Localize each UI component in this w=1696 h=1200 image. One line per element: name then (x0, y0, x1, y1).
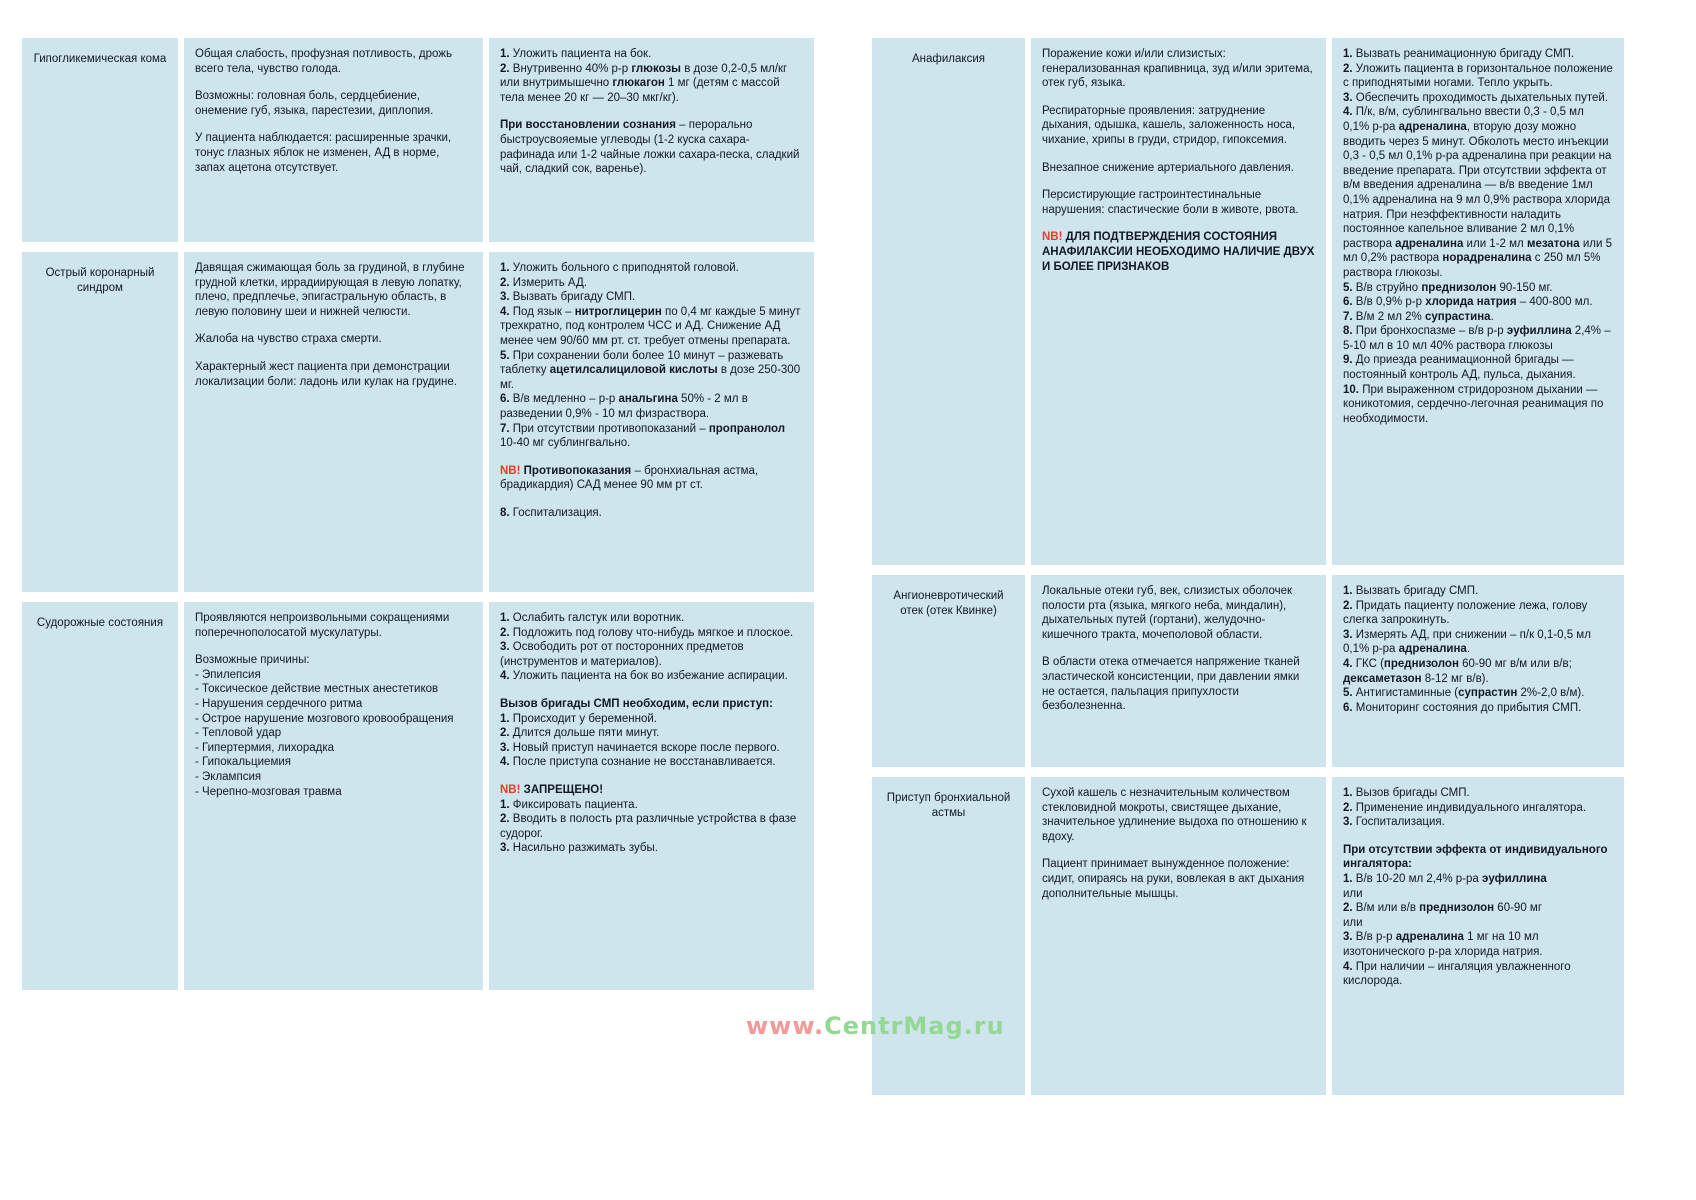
text-run: – 400-800 мл. (1516, 296, 1593, 309)
text-run: норадреналина (1442, 252, 1532, 265)
text-block (1042, 161, 1315, 176)
text-run: Вызвать реанимационную бригаду СМП. (1352, 48, 1575, 60)
text-run: Подложить под голову что-нибудь мягкое и плоское. (509, 626, 794, 639)
text-run: 4. (500, 670, 510, 683)
text-run: ГКС ( (1352, 657, 1384, 670)
text-block (195, 697, 472, 712)
text-run: 2%-2,0 в/м). (1517, 687, 1585, 700)
text-block (1343, 281, 1613, 296)
text-block (500, 812, 803, 841)
text-run: 5. (1343, 281, 1353, 294)
text-run: - Эпилепсия (195, 668, 261, 681)
text-block (1042, 104, 1315, 148)
text-run: При выраженном стридорозном дыхании — коникотомия, сердечно-легочная реанимация по необходимости. (1343, 383, 1604, 425)
text-run: 2. (1343, 599, 1353, 612)
text-run: дексаметазон (1343, 672, 1422, 685)
text-run: ЗАПРЕЩЕНО! (520, 783, 604, 796)
text-run: При бронхоспазме – в/в р-р (1352, 325, 1507, 338)
text-block (195, 131, 472, 175)
text-run: - Нарушения сердечного ритма (195, 697, 363, 710)
symptoms-cell (184, 252, 483, 592)
text-run: NB! (500, 464, 521, 477)
text-block (1343, 599, 1613, 628)
text-run: преднизолон (1419, 902, 1495, 915)
text-run: Пациент принимает вынужденное положение: сидит, опираясь на руки, вовлекая в акт дыхания дополнительные мышцы. (1042, 858, 1305, 900)
text-run: При сохранении боли более 10 минут – разжевать таблетку (500, 349, 784, 377)
text-block (500, 783, 803, 798)
text-run: Вводить в полость рта различные устройства в фазе судорог. (500, 813, 797, 840)
text-block (1042, 655, 1315, 713)
text-block (1343, 701, 1613, 716)
text-block (1343, 960, 1613, 989)
text-run: Вызов бригады СМП необходим, если приступ: (500, 697, 773, 710)
text-block (500, 741, 803, 756)
text-block (500, 261, 803, 276)
text-run: Жалоба на чувство страха смерти. (195, 333, 382, 346)
text-block (1343, 295, 1613, 310)
text-run: 2. (500, 727, 510, 740)
text-block (195, 668, 472, 683)
emergency-conditions-table-right (872, 38, 1624, 1095)
text-block (1343, 801, 1613, 816)
text-run: 6. (1343, 296, 1353, 309)
text-run: Под язык – (509, 305, 575, 318)
watermark-domain: CentrMag.ru (824, 1012, 1005, 1040)
text-run: 10. (1343, 383, 1359, 396)
text-run: 1. (500, 612, 510, 624)
text-block (500, 118, 803, 176)
condition-cell (22, 602, 178, 990)
text-run: В/в 0,9% р-р (1352, 296, 1426, 309)
text-run: Противопоказания (520, 464, 632, 477)
text-block (500, 841, 803, 856)
text-block (195, 741, 472, 756)
text-block (1343, 91, 1613, 106)
text-run: 7. (500, 422, 510, 435)
text-run: Уложить больного с приподнятой головой. (509, 262, 739, 274)
text-block (1343, 383, 1613, 427)
treatment-cell (1332, 38, 1624, 565)
text-run: Ослабить галстук или воротник. (509, 612, 685, 624)
text-run: Антигистаминные ( (1352, 687, 1459, 700)
text-run: 1. (1343, 872, 1353, 885)
text-run: по 0,4 мг каждые 5 минут трехкратно, под контролем ЧСС и АД. Снижение АД менее чем 90/60 мм рт. ст. требует отмены препарата. (500, 305, 801, 347)
text-run: При отсутствии противопоказаний – (509, 422, 709, 435)
text-block (500, 640, 803, 669)
text-block (195, 89, 472, 118)
text-run: ацетилсалициловой кислоты (549, 364, 718, 377)
text-run: В/в струйно (1352, 281, 1422, 294)
text-block (500, 422, 803, 451)
text-run: 8. (1343, 325, 1353, 338)
text-run: Внезапное снижение артериального давления. (1042, 161, 1294, 174)
text-block (1343, 105, 1613, 280)
text-run: Возможные причины: (195, 654, 310, 667)
text-run: Происходит у беременной. (509, 712, 657, 725)
text-run: 10-40 мг сублингвально. (500, 437, 631, 450)
text-block (195, 332, 472, 347)
symptoms-cell (1031, 38, 1326, 565)
condition-label: Приступ бронхиальной астмы (886, 792, 1011, 819)
text-run: Вызвать бригаду СМП. (1352, 585, 1479, 597)
text-block (500, 669, 803, 684)
text-run: 1 мг на 10 мл изотонического р-ра хлорида натрия. (1343, 931, 1543, 958)
text-run: П/к, в/м, сублингвально ввести 0,3 - 0,5 мл 0,1% р-ра (1343, 106, 1584, 133)
symptoms-cell (1031, 575, 1326, 767)
text-run: супрастина (1424, 310, 1491, 323)
text-run: адреналина (1395, 931, 1464, 944)
text-run: 4. (500, 305, 510, 318)
text-run: В/в 10-20 мл 2,4% р-ра (1352, 872, 1482, 885)
text-block (1343, 686, 1613, 701)
text-run: Внутривенно 40% р-р (509, 62, 632, 75)
text-run: Локальные отеки губ, век, слизистых оболочек полости рта (языка, мягкого неба, миндалин), дыхательных путей (гортани), желудочно-кишечного тракта, мочеполовой области. (1042, 585, 1293, 641)
text-run: Респираторные проявления: затруднение дыхания, одышка, кашель, заложенность носа, чихание, хрипы в груди, стридор, гипоксемия. (1042, 104, 1296, 146)
text-run: В/в медленно – р-р (509, 393, 619, 406)
text-run: NB! (500, 783, 521, 796)
text-run: Общая слабость, профузная потливость, дрожь всего тела, чувство голода. (195, 48, 452, 75)
text-run: - Тепловой удар (195, 727, 282, 740)
text-run: Применение индивидуального ингалятора. (1352, 801, 1587, 814)
text-run: нитроглицерин (574, 305, 662, 318)
text-run: – бронхиальная астма, брадикардия) САД менее 90 мм рт ст. (500, 464, 759, 492)
watermark (746, 1012, 1005, 1040)
text-block (1343, 353, 1613, 382)
condition-cell (22, 38, 178, 242)
text-run: 3. (1343, 816, 1353, 829)
text-run: хлорида натрия (1425, 296, 1517, 309)
text-run: в дозе 0,2-0,5 мл/кг или внутримышечно (500, 62, 788, 90)
text-run: – перорально быстроусвояемые углеводы (1-2 куска сахара-рафинада или 1-2 чайные ложки сахара-песка, сладкий чай, сладкий сок, варенье). (500, 119, 800, 176)
text-run: 2. (1343, 801, 1353, 814)
text-run: . (1466, 643, 1471, 656)
treatment-cell (1332, 575, 1624, 767)
text-run: Госпитализация. (509, 506, 602, 519)
text-run: У пациента наблюдается: расширенные зрачки, тонус глазных яблок не изменен, АД в норме, запах ацетона отсутствует. (195, 132, 452, 174)
text-run: До приезда реанимационной бригады — постоянный контроль АД, пульса, дыхания. (1343, 354, 1576, 382)
text-run: После приступа сознание не восстанавливается. (509, 756, 776, 769)
text-block (500, 62, 803, 106)
text-run: Придать пациенту положение лежа, голову слегка запрокинуть. (1343, 599, 1588, 627)
text-run: преднизолон (1383, 657, 1459, 670)
text-block (1042, 857, 1315, 901)
text-run: NB! (1042, 231, 1063, 244)
text-block (1343, 930, 1613, 959)
text-block (500, 712, 803, 727)
text-run: пропранолол (708, 422, 786, 435)
text-run: 4. (1343, 960, 1353, 973)
text-run: 3. (1343, 628, 1353, 641)
text-block (195, 712, 472, 727)
text-block (500, 726, 803, 741)
text-block (195, 611, 472, 640)
text-run: Вызов бригады СМП. (1352, 787, 1470, 799)
text-run: Сухой кашель с незначительным количеством стекловидной мокроты, свистящее дыхание, значительное удлинение выдоха по отношению к вдоху. (1042, 787, 1307, 843)
text-run: 2. (1343, 902, 1353, 915)
text-block (500, 47, 803, 62)
text-block (195, 755, 472, 770)
text-run: 5. (1343, 687, 1353, 700)
text-run: 3. (500, 741, 510, 754)
symptoms-cell (184, 38, 483, 242)
text-run: 3. (1343, 91, 1353, 104)
condition-label: Анафилаксия (912, 53, 985, 65)
text-block (1042, 786, 1315, 844)
text-run: В/в р-р (1352, 931, 1396, 944)
text-run: Давящая сжимающая боль за грудиной, в глубине грудной клетки, иррадиирующая в левую лопатку, плечо, предплечье, эпигастральную область, в левую половину шеи и нижней челюсти. (195, 262, 465, 318)
text-run: 3. (500, 641, 510, 654)
text-run: Вызвать бригаду СМП. (509, 291, 636, 304)
text-run: Уложить пациента на бок. (509, 48, 652, 60)
text-block (1343, 815, 1613, 830)
text-run: адреналина (1398, 120, 1467, 133)
text-block (500, 611, 803, 626)
condition-cell (872, 38, 1025, 565)
text-run: 4. (500, 756, 510, 769)
text-block (195, 770, 472, 785)
text-run: глюкагон (612, 77, 665, 90)
text-run: 1. (1343, 585, 1353, 597)
text-run: 2. (500, 813, 510, 826)
text-run: 6. (1343, 701, 1353, 714)
text-run: 9. (1343, 354, 1353, 367)
text-run: 8. (500, 506, 510, 519)
text-block (1042, 47, 1315, 91)
text-run: анальгина (618, 393, 678, 406)
condition-label: Судорожные состояния (36, 617, 164, 629)
text-run: Уложить пациента в горизонтальное положение с приподнятыми ногами. Тепло укрыть. (1343, 62, 1613, 90)
text-block (195, 47, 472, 76)
text-block (500, 305, 803, 349)
text-run: Длится дольше пяти минут. (509, 727, 660, 740)
text-run: или 5 мл 0,2% раствора (1343, 237, 1612, 265)
text-run: 60-90 мг (1494, 902, 1543, 915)
text-run: 60-90 мг в/м или в/в; (1458, 657, 1572, 670)
text-run: ДЛЯ ПОДТВЕРЖДЕНИЯ СОСТОЯНИЯ АНАФИЛАКСИИ НЕОБХОДИМО НАЛИЧИЕ ДВУХ И БОЛЕЕ ПРИЗНАКОВ (1042, 231, 1315, 273)
text-run: Поражение кожи и/или слизистых: генерализованная крапивница, зуд и/или эритема, отек губ, языка. (1042, 48, 1313, 90)
text-run: 2. (1343, 62, 1353, 75)
text-block (500, 697, 803, 712)
text-run: с 250 мл 5% раствора глюкозы. (1343, 252, 1601, 279)
text-run: эуфиллина (1506, 325, 1572, 338)
text-block (500, 276, 803, 291)
text-run: 6. (500, 393, 510, 406)
condition-cell (872, 575, 1025, 767)
text-run: супрастин (1458, 687, 1518, 700)
text-run: 2,4% – 5-10 мл в 10 мл 40% раствора глюкозы (1343, 325, 1611, 352)
text-block (1343, 62, 1613, 91)
treatment-cell (489, 252, 814, 592)
emergency-conditions-table-left (22, 38, 814, 990)
text-run: 1. (500, 262, 510, 274)
text-run: 2. (500, 276, 510, 289)
text-run: - Острое нарушение мозгового кровообращения (195, 712, 454, 725)
text-run: - Черепно-мозговая травма (195, 785, 342, 798)
text-run: Насильно разжимать зубы. (509, 842, 658, 855)
text-block (1343, 872, 1613, 887)
text-run: Уложить пациента на бок во избежание аспирации. (509, 670, 788, 683)
text-run: 4. (1343, 657, 1353, 670)
text-run: 50% - 2 мл в разведении 0,9% - 10 мл физраствора. (500, 393, 748, 420)
text-run: Обеспечить проходимость дыхательных путей. (1352, 91, 1609, 104)
text-block (1343, 901, 1613, 916)
text-run: Новый приступ начинается вскоре после первого. (509, 741, 780, 754)
text-block (195, 653, 472, 668)
text-run: Фиксировать пациента. (509, 798, 638, 811)
text-run: или (1343, 887, 1363, 900)
text-run: Измерить АД. (509, 276, 587, 289)
text-run: адреналина (1398, 643, 1467, 656)
text-run: 2. (500, 626, 510, 639)
text-run: При отсутствии эффекта от индивидуального ингалятора: (1343, 843, 1608, 871)
text-run: или 1-2 мл (1463, 237, 1527, 250)
text-block (1343, 786, 1613, 801)
text-block (195, 726, 472, 741)
text-block (1343, 887, 1613, 902)
text-run: Измерять АД, при снижении – п/к 0,1-0,5 мл 0,1% р-ра (1343, 628, 1591, 656)
text-run: - Токсическое действие местных анестетиков (195, 683, 439, 696)
text-run: в дозе 250-300 мг. (500, 364, 801, 391)
text-run: 1. (500, 48, 510, 60)
text-run: или (1343, 916, 1363, 929)
text-run: В/м или в/в (1352, 902, 1420, 915)
text-run: 1 мг (детям с массой тела менее 20 кг — 20–30 мкг/кг). (500, 77, 780, 104)
text-run: 1. (500, 712, 510, 725)
text-block (500, 506, 803, 521)
text-run: Проявляются непроизвольными сокращениями поперечнополосатой мускулатуры. (195, 612, 450, 639)
text-run: , вторую дозу можно вводить через 5 минут. Обколоть место инъекции 0,3 - 0,5 мл 0,1% р-ра адреналина при реакции на введение препарата. При отсутствии эффекта от в/м введения адреналина — в/в введение 1мл 0,1% адреналина на 9 мл 0,9% раствора хлорида натрия. При неэффективности наладить постоянное капельное вливание 2 мл 0,1% раствора (1343, 120, 1612, 250)
text-run: В области отека отмечается напряжение тканей эластической консистенции, при давлении ямки не остается, пальпация припухлости безболезненна. (1042, 656, 1300, 713)
text-block (195, 785, 472, 800)
text-run: Характерный жест пациента при демонстрации локализации боли: ладонь или кулак на грудине. (195, 360, 457, 388)
text-block (1042, 584, 1315, 642)
symptoms-cell (1031, 777, 1326, 1095)
text-block (500, 392, 803, 421)
text-run: 3. (500, 291, 510, 304)
treatment-cell (489, 602, 814, 990)
text-block (1343, 47, 1613, 62)
text-run: мезатона (1526, 237, 1580, 250)
text-run: Освободить рот от посторонних предметов (инструментов и материалов). (500, 641, 744, 668)
text-block (500, 755, 803, 770)
text-run: 1. (1343, 787, 1353, 799)
text-run: Госпитализация. (1352, 816, 1445, 829)
condition-cell (22, 252, 178, 592)
text-run: преднизолон (1421, 281, 1497, 294)
text-run: В/м 2 мл 2% (1352, 310, 1425, 323)
text-run: 8-12 мг в/в). (1421, 672, 1489, 685)
text-run: глюкозы (631, 62, 681, 75)
text-run: 1. (500, 798, 510, 811)
text-run: При восстановлении сознания (500, 119, 676, 132)
text-run: - Эклампсия (195, 770, 262, 783)
text-run: . (1490, 310, 1494, 323)
text-run: Персистирующие гастроинтестинальные нарушения: спастические боли в животе, рвота. (1042, 189, 1299, 216)
text-block (1042, 188, 1315, 217)
text-block (500, 798, 803, 813)
watermark-prefix: www. (746, 1012, 825, 1040)
condition-label: Ангионевротический отек (отек Квинке) (893, 590, 1004, 617)
treatment-cell (1332, 777, 1624, 1095)
symptoms-cell (184, 602, 483, 990)
text-run: Возможны: головная боль, сердцебиение, онемение губ, языка, парестезии, диплопия. (195, 90, 434, 117)
treatment-cell (489, 38, 814, 242)
text-run: 4. (1343, 106, 1353, 119)
text-block (1343, 843, 1613, 872)
text-block (1343, 324, 1613, 353)
text-block (1343, 584, 1613, 599)
text-run: эуфиллина (1482, 872, 1547, 885)
text-run: 90-150 мг. (1496, 281, 1553, 294)
text-run: 3. (500, 842, 510, 855)
condition-label: Острый коронарный синдром (45, 267, 155, 294)
text-block (1343, 310, 1613, 325)
condition-cell (872, 777, 1025, 1095)
text-run: 2. (500, 62, 510, 75)
text-block (500, 349, 803, 393)
text-block (1343, 628, 1613, 657)
text-block (500, 464, 803, 493)
text-run: При наличии – ингаляция увлажненного кислорода. (1343, 960, 1571, 988)
text-block (1042, 230, 1315, 274)
text-run: адреналина (1395, 237, 1464, 250)
text-block (195, 360, 472, 389)
text-block (195, 261, 472, 319)
text-run: 1. (1343, 48, 1353, 60)
condition-label: Гипогликемическая кома (33, 53, 167, 65)
text-block (195, 682, 472, 697)
text-block (1343, 916, 1613, 931)
text-run: - Гипертермия, лихорадка (195, 741, 335, 754)
text-run: 5. (500, 349, 510, 362)
text-run: Мониторинг состояния до прибытия СМП. (1352, 701, 1582, 714)
text-run: 7. (1343, 310, 1353, 323)
text-block (1343, 657, 1613, 686)
text-block (500, 626, 803, 641)
text-run: - Гипокальциемия (195, 756, 291, 769)
text-run: 3. (1343, 931, 1353, 944)
text-block (500, 290, 803, 305)
